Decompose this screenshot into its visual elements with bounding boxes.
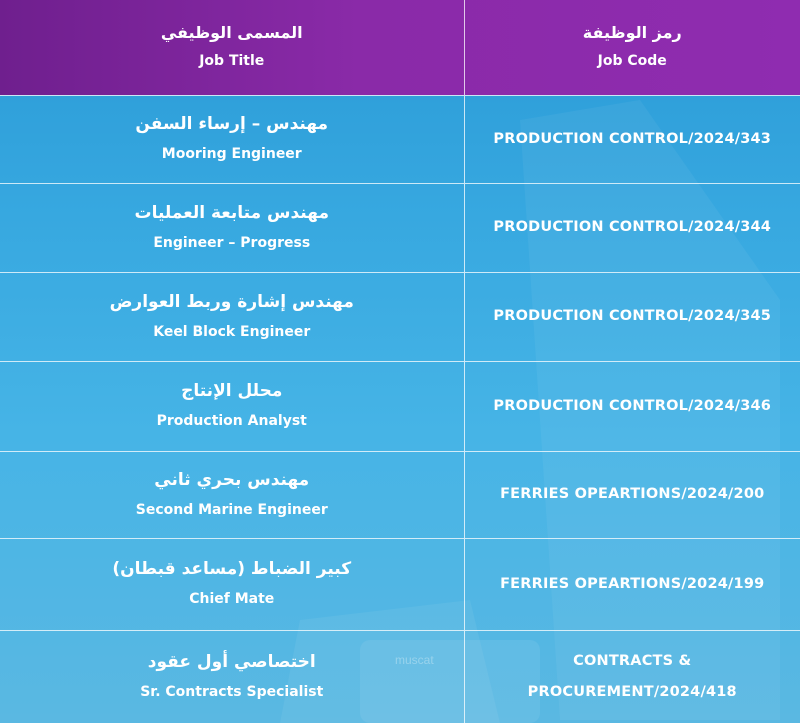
job-title-ar: محلل الإنتاج (181, 381, 283, 401)
job-title-ar: كبير الضباط (مساعد قبطان) (112, 559, 352, 579)
job-title-ar: مهندس – إرساء السفن (135, 114, 329, 134)
job-code-cell: PRODUCTION CONTROL/2024/346 (493, 397, 772, 414)
job-code-cell: PRODUCTION CONTROL/2024/343 (493, 130, 772, 147)
job-title-ar: اختصاصي أول عقود (147, 651, 316, 672)
table-row (0, 630, 800, 723)
job-title-en: Engineer – Progress (153, 234, 311, 251)
job-title-cell (0, 451, 464, 538)
job-title-cell (0, 538, 464, 630)
job-title-cell (0, 361, 464, 451)
job-code-line-1: CONTRACTS & (573, 652, 692, 669)
job-code-cell: FERRIES OPEARTIONS/2024/200 (500, 486, 765, 502)
header-job-title (0, 0, 464, 95)
job-title-en: Production Analyst (156, 413, 307, 429)
job-title-ar: مهندس متابعة العمليات (134, 202, 329, 223)
job-code-cell: FERRIES OPEARTIONS/2024/199 (500, 575, 765, 592)
job-code-cell: PRODUCTION CONTROL/2024/345 (493, 308, 772, 324)
table-row (0, 451, 800, 538)
job-code-cell: PRODUCTION CONTROL/2024/344 (493, 219, 772, 235)
job-title-en: Chief Mate (189, 591, 275, 607)
bus-sign-text: muscat (395, 653, 434, 667)
table-row (0, 183, 800, 272)
job-title-cell (0, 630, 464, 723)
job-code-line-2: PROCUREMENT/2024/418 (527, 683, 737, 700)
header-code-ar: رمز الوظيفة (582, 23, 682, 43)
header-code-en: Job Code (597, 53, 667, 70)
header-job-code (464, 0, 800, 95)
table-header-row (0, 0, 800, 95)
header-title-ar: المسمى الوظيفي (160, 23, 303, 43)
job-title-en: Keel Block Engineer (153, 323, 311, 340)
job-title-en: Mooring Engineer (161, 146, 302, 162)
header-title-en: Job Title (199, 53, 265, 70)
table-row (0, 95, 800, 183)
job-title-cell (0, 183, 464, 272)
job-title-cell (0, 272, 464, 361)
job-title-ar: مهندس بحري ثاني (154, 469, 310, 490)
job-title-ar: مهندس إشارة وربط العوارض (109, 291, 354, 312)
job-title-en: Sr. Contracts Specialist (140, 683, 324, 700)
job-code-cell (464, 630, 800, 723)
table-row (0, 538, 800, 630)
job-title-cell (0, 95, 464, 183)
table-row (0, 361, 800, 451)
job-title-en: Second Marine Engineer (135, 501, 328, 518)
table-row (0, 272, 800, 361)
